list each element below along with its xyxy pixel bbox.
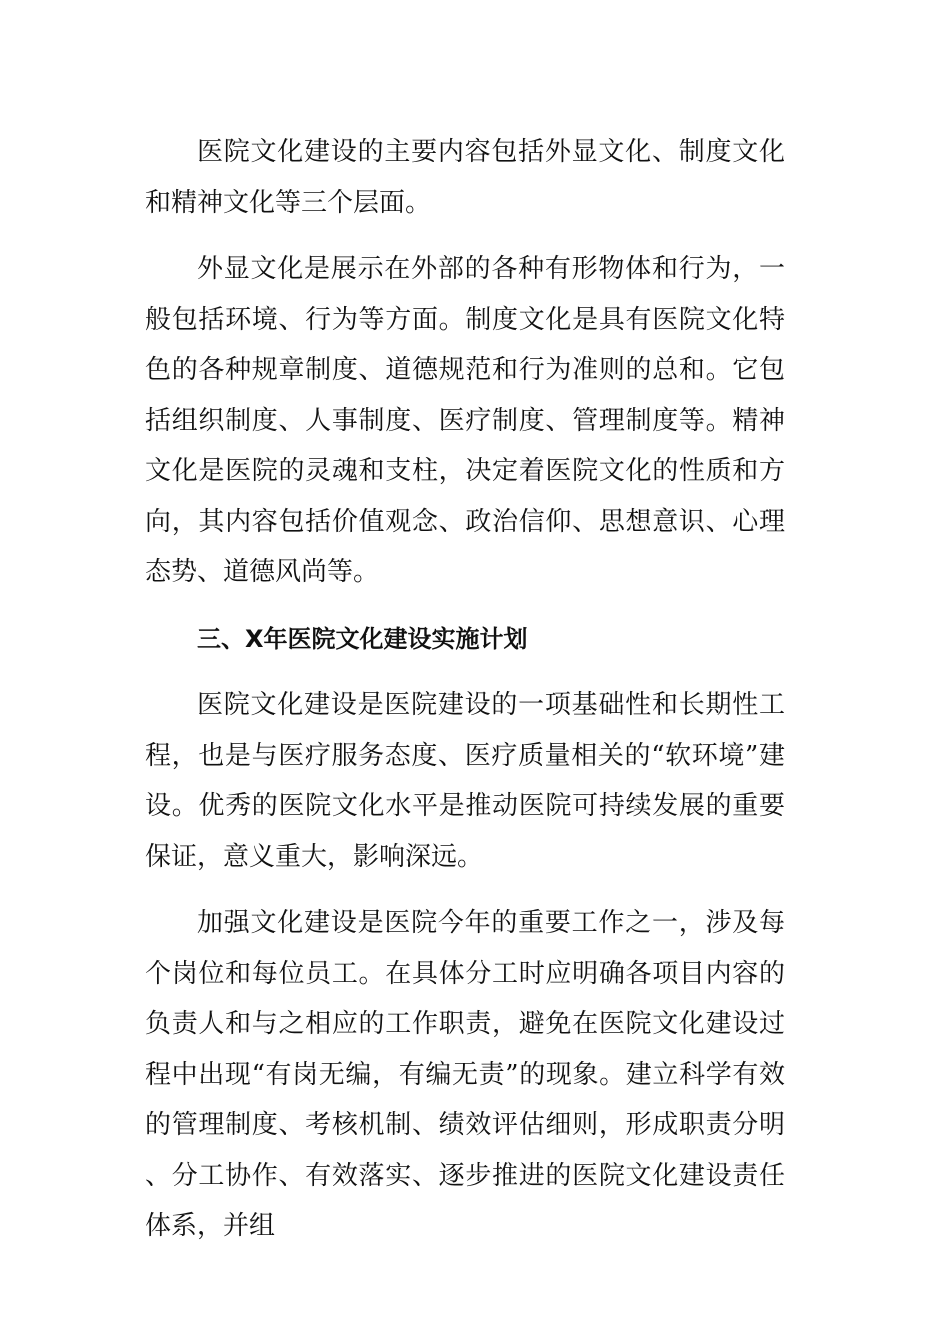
section-heading: 三、X年医院文化建设实施计划 xyxy=(197,624,528,653)
document-body xyxy=(145,127,785,1268)
body-paragraph: 医院文化建设是医院建设的一项基础性和长期性工程，也是与医疗服务态度、医疗质量相关的“软环境”建设。优秀的医院文化水平是推动医院可持续发展的重要保证，意义重大，影响深远。 xyxy=(145,690,785,872)
body-paragraph: 医院文化建设的主要内容包括外显文化、制度文化和精神文化等三个层面。 xyxy=(145,137,785,218)
body-paragraph: 外显文化是展示在外部的各种有形物体和行为，一般包括环境、行为等方面。制度文化是具有医院文化特色的各种规章制度、道德规范和行为准则的总和。它包括组织制度、人事制度、医疗制度、管理制度等。精神文化是医院的灵魂和支柱，决定着医院文化的性质和方向，其内容包括价值观念、政治信仰、思想意识、心理态势、道德风尚等。 xyxy=(145,254,785,587)
body-paragraph: 加强文化建设是医院今年的重要工作之一，涉及每个岗位和每位员工。在具体分工时应明确各项目内容的负责人和与之相应的工作职责，避免在医院文化建设过程中出现“有岗无编，有编无责”的现象。建立科学有效的管理制度、考核机制、绩效评估细则，形成职责分明、分工协作、有效落实、逐步推进的医院文化建设责任体系，并组 xyxy=(145,908,785,1241)
